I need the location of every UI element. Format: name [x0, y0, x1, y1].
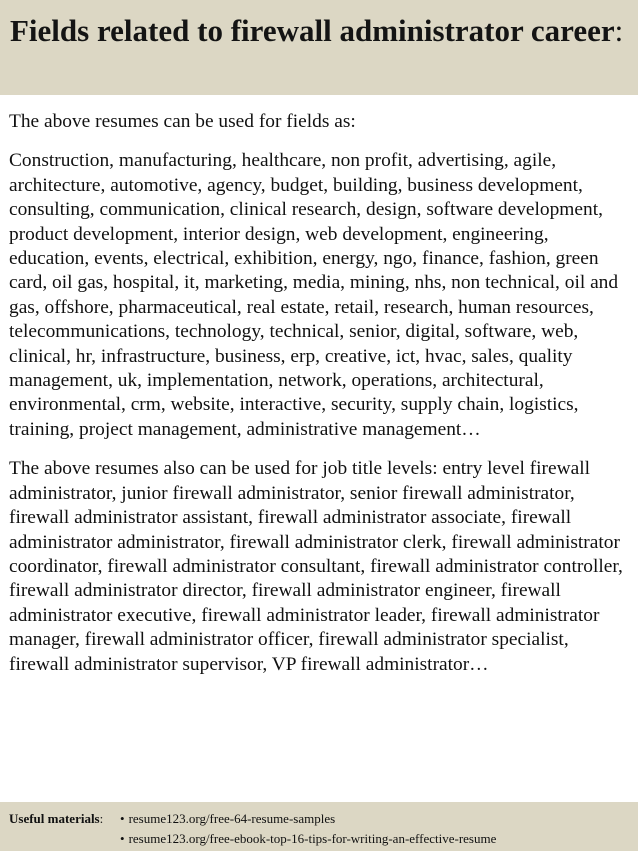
- useful-materials-label-colon: :: [99, 811, 104, 826]
- footer-row-2: [9, 829, 638, 849]
- useful-materials-label-text: Useful materials: [9, 811, 100, 826]
- resume-samples-link[interactable]: resume123.org/free-64-resume-samples: [128, 811, 336, 826]
- fields-list-text: Construction, manufacturing, healthcare, non profit, advertising, agile, architecture, automotive, agency, budget, building, business development, consulting, communication, clinical research, design, software development, product development, interior design, web development, engineering, education, events, electrical, exhibition, energy, ngo, finance, fashion, green card, oil gas, hospital, it, marketing, media, mining, nhs, non technical, oil and gas, offshore, pharmaceutical, real estate, retail, research, human resources, telecommunications, technology, technical, senior, digital, software, web, clinical, hr, infrastructure, business, erp, creative, ict, hvac, sales, quality management, uk, implementation, network, operations, architectural, environmental, crm, website, interactive, security, supply chain, logistics, training, project management, administrative management…: [9, 150, 619, 440]
- ebook-tips-link[interactable]: resume123.org/free-ebook-top-16-tips-for-writing-an-effective-resume: [128, 831, 497, 846]
- title-banner: [0, 0, 638, 95]
- bullet-icon: •: [120, 831, 125, 846]
- footer-row-1: [9, 809, 638, 829]
- useful-materials-label: [9, 809, 120, 829]
- page-title-colon: :: [614, 13, 624, 48]
- job-levels-text: The above resumes also can be used for job title levels: entry level firewall administrator, junior firewall administrator, senior firewall administrator, firewall administrator assistant, firewall administrator associate, firewall administrator administrator, firewall administrator clerk, firewall administrator coordinator, firewall administrator consultant, firewall administrator controller, firewall administrator director, firewall administrator engineer, firewall administrator executive, firewall administrator leader, firewall administrator manager, firewall administrator officer, firewall administrator specialist, firewall administrator supervisor, VP firewall administrator…: [9, 458, 623, 675]
- page-title: [10, 10, 628, 51]
- bullet-icon: •: [120, 811, 125, 826]
- intro-text: The above resumes can be used for fields as:: [9, 111, 356, 132]
- main-content: [9, 110, 631, 677]
- useful-materials-footer: [0, 802, 638, 851]
- page-title-text: Fields related to firewall administrator career: [10, 13, 615, 48]
- footer-indent: [9, 829, 120, 849]
